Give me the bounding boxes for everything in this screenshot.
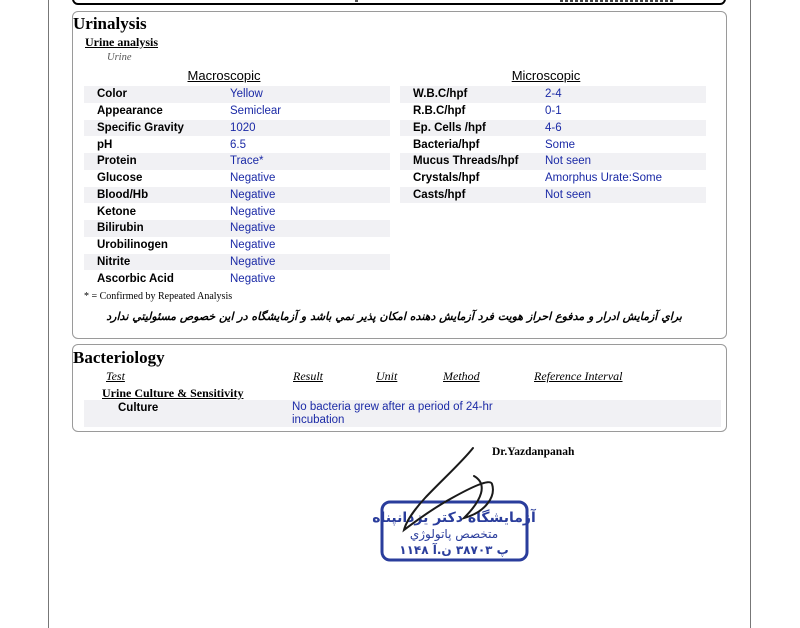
stamp-license: پ ۳۸۷۰۳ ن.آ ۱۱۴۸ bbox=[399, 543, 509, 557]
macroscopic-test-value: Negative bbox=[230, 172, 276, 185]
signer-name: Dr.Yazdanpanah bbox=[492, 446, 575, 458]
macroscopic-test-value: 6.5 bbox=[230, 138, 246, 151]
macroscopic-test-name: Blood/Hb bbox=[97, 188, 149, 201]
culture-group-title: Urine Culture & Sensitivity bbox=[102, 386, 244, 400]
macroscopic-row bbox=[84, 170, 390, 187]
culture-label: Culture bbox=[118, 402, 159, 414]
macroscopic-test-name: Glucose bbox=[97, 172, 143, 185]
microscopic-test-value: Not seen bbox=[545, 188, 592, 201]
microscopic-test-value: Amorphus Urate:Some bbox=[545, 172, 662, 185]
bacteriology-title: Bacteriology bbox=[73, 348, 165, 367]
microscopic-test-value: Not seen bbox=[545, 155, 592, 168]
stamp-lab-name: آزمايشگاه دكتر يزدانپناه bbox=[372, 510, 536, 526]
microscopic-row bbox=[400, 153, 706, 170]
macroscopic-row bbox=[84, 270, 390, 287]
urine-analysis-subtitle: Urine analysis bbox=[85, 35, 159, 49]
macroscopic-test-value: Negative bbox=[230, 239, 276, 252]
macroscopic-row bbox=[84, 120, 390, 137]
macroscopic-heading: Macroscopic bbox=[187, 68, 261, 83]
microscopic-test-value: 4-6 bbox=[545, 121, 562, 134]
microscopic-test-name: Crystals/hpf bbox=[413, 172, 480, 185]
macroscopic-test-name: Protein bbox=[97, 155, 137, 168]
microscopic-test-value: Some bbox=[545, 138, 576, 151]
macroscopic-test-value: 1020 bbox=[230, 121, 256, 134]
macroscopic-row bbox=[84, 220, 390, 237]
cropped-mark bbox=[355, 0, 358, 2]
microscopic-test-name: Casts/hpf bbox=[413, 188, 466, 201]
macroscopic-row bbox=[84, 103, 390, 120]
macroscopic-test-value: Negative bbox=[230, 205, 276, 218]
macroscopic-test-value: Negative bbox=[230, 255, 276, 268]
microscopic-test-name: Ep. Cells /hpf bbox=[413, 121, 486, 134]
confirmation-footnote: * = Confirmed by Repeated Analysis bbox=[84, 291, 233, 302]
microscopic-heading: Microscopic bbox=[511, 68, 581, 83]
macroscopic-row bbox=[84, 203, 390, 220]
microscopic-test-name: Bacteria/hpf bbox=[413, 138, 480, 151]
microscopic-test-name: Mucus Threads/hpf bbox=[413, 155, 519, 168]
microscopic-test-name: R.B.C/hpf bbox=[413, 105, 466, 118]
macroscopic-row bbox=[84, 237, 390, 254]
macroscopic-test-value: Trace* bbox=[230, 155, 264, 168]
macroscopic-row bbox=[84, 254, 390, 271]
macroscopic-row bbox=[84, 136, 390, 153]
macroscopic-row bbox=[84, 86, 390, 103]
persian-disclaimer: براي آزمايش ادرار و مدفوع احراز هويت فرد آزمايش دهنده امكان پذير نمي باشد و آزمايشگاه در اين خصوص مسئوليتي ندارد bbox=[106, 310, 682, 323]
macroscopic-test-name: Specific Gravity bbox=[97, 121, 184, 134]
macroscopic-test-value: Negative bbox=[230, 222, 276, 235]
macroscopic-test-value: Negative bbox=[230, 188, 276, 201]
header-unit: Unit bbox=[376, 369, 398, 383]
stamp-specialty: متخصص پاتولوژي bbox=[409, 527, 499, 541]
macroscopic-row bbox=[84, 187, 390, 204]
microscopic-row bbox=[400, 136, 706, 153]
microscopic-test-value: 2-4 bbox=[545, 88, 562, 101]
macroscopic-test-name: Ketone bbox=[97, 205, 136, 218]
microscopic-row bbox=[400, 120, 706, 137]
microscopic-test-name: W.B.C/hpf bbox=[413, 88, 468, 101]
header-test: Test bbox=[106, 369, 125, 383]
macroscopic-test-value: Negative bbox=[230, 272, 276, 285]
page-edge-left bbox=[48, 0, 49, 628]
urinalysis-title: Urinalysis bbox=[73, 14, 147, 33]
specimen-label: Urine bbox=[107, 52, 132, 63]
microscopic-row bbox=[400, 170, 706, 187]
macroscopic-test-name: Urobilinogen bbox=[97, 239, 168, 252]
culture-result: No bacteria grew after a period of 24-hr incubation bbox=[292, 401, 493, 426]
macroscopic-test-value: Semiclear bbox=[230, 105, 282, 118]
macroscopic-test-name: Bilirubin bbox=[97, 222, 144, 235]
cropped-text-fragment bbox=[560, 0, 675, 2]
microscopic-row bbox=[400, 103, 706, 120]
lab-stamp bbox=[370, 440, 540, 570]
page-edge-right bbox=[750, 0, 751, 628]
macroscopic-test-name: Nitrite bbox=[97, 255, 131, 268]
macroscopic-test-name: Appearance bbox=[97, 105, 163, 118]
macroscopic-row bbox=[84, 153, 390, 170]
header-reference-interval: Reference Interval bbox=[534, 369, 623, 383]
macroscopic-test-value: Yellow bbox=[230, 88, 263, 101]
microscopic-row bbox=[400, 86, 706, 103]
header-method: Method bbox=[443, 369, 480, 383]
microscopic-test-value: 0-1 bbox=[545, 105, 562, 118]
header-result: Result bbox=[293, 369, 323, 383]
macroscopic-test-name: Color bbox=[97, 88, 128, 101]
macroscopic-test-name: pH bbox=[97, 138, 113, 151]
microscopic-row bbox=[400, 187, 706, 204]
macroscopic-test-name: Ascorbic Acid bbox=[97, 272, 174, 285]
